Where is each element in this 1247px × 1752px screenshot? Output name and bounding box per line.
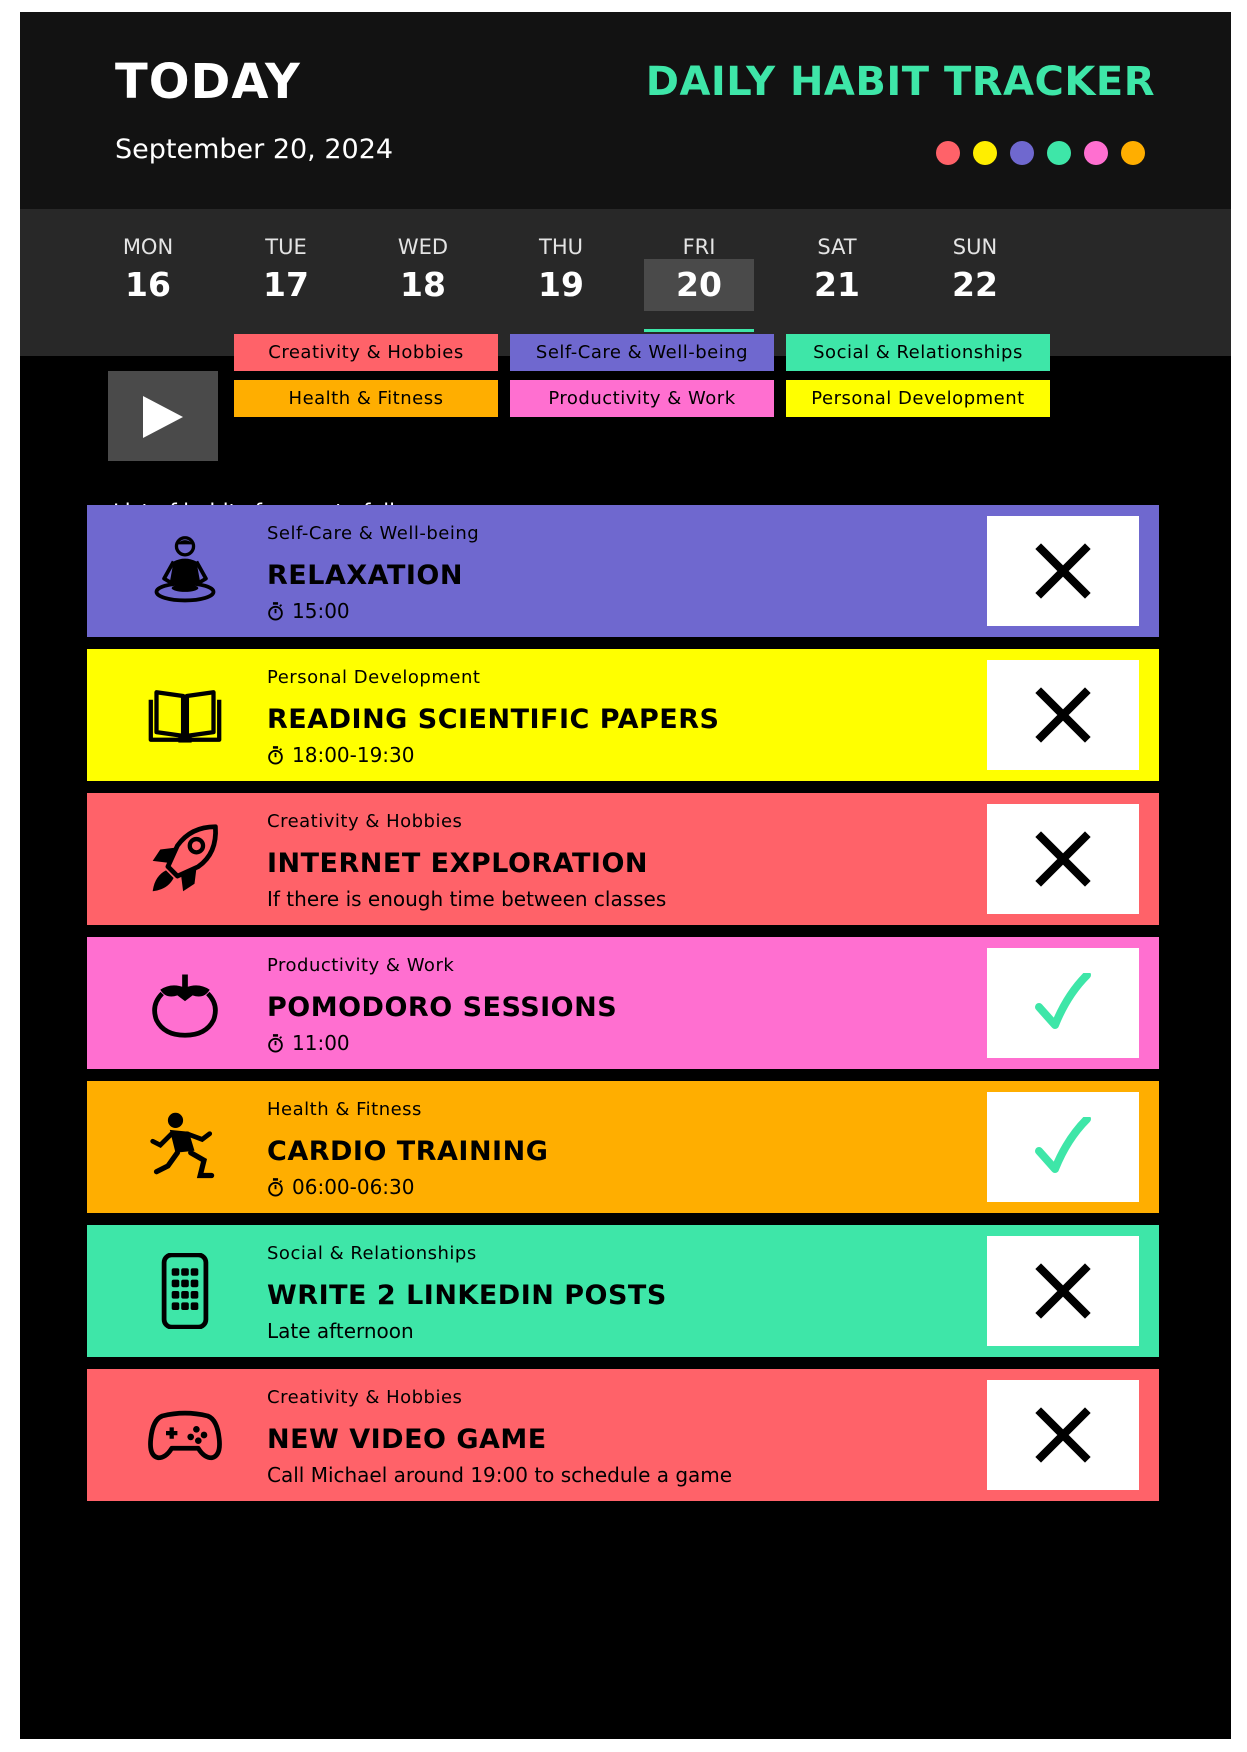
category-tag-health-and-fitness[interactable]: Health & Fitness: [234, 380, 498, 417]
stopwatch-icon: [267, 1034, 284, 1053]
day-name: THU: [539, 235, 583, 259]
day-name: TUE: [265, 235, 307, 259]
selected-day-indicator: [644, 329, 754, 332]
day-number: 19: [538, 265, 584, 304]
app-title: DAILY HABIT TRACKER: [645, 59, 1155, 105]
cross-icon: [1033, 829, 1093, 889]
habit-detail-text: 18:00-19:30: [292, 743, 415, 767]
habit-detail-text: Late afternoon: [267, 1319, 414, 1343]
day-number: 20: [644, 259, 754, 311]
habit-detail: [267, 1319, 414, 1343]
habit-detail: [267, 1031, 350, 1055]
check-icon: [1033, 973, 1093, 1033]
category-tag-social-and-relationships[interactable]: Social & Relationships: [786, 334, 1050, 371]
day-number: 17: [263, 265, 309, 304]
habit-detail-text: 06:00-06:30: [292, 1175, 415, 1199]
phone-keypad-icon: [147, 1253, 223, 1329]
habit-title: NEW VIDEO GAME: [267, 1424, 547, 1455]
habit-category: Creativity & Hobbies: [267, 1387, 463, 1408]
habit-detail: [267, 1463, 732, 1487]
habit-not-done-toggle[interactable]: [987, 804, 1139, 914]
category-tag-personal-development[interactable]: Personal Development: [786, 380, 1050, 417]
habit-detail: [267, 743, 415, 767]
habit-title: READING SCIENTIFIC PAPERS: [267, 704, 720, 735]
palette-dot: [1121, 141, 1145, 165]
tomato-icon: [147, 965, 223, 1041]
header: [20, 12, 1231, 209]
habit-title: POMODORO SESSIONS: [267, 992, 618, 1023]
habit-category: Health & Fitness: [267, 1099, 422, 1120]
day-name: WED: [397, 235, 449, 259]
color-palette-dots: [936, 141, 1145, 165]
palette-dot: [1047, 141, 1071, 165]
habit-tracker-page: [20, 12, 1231, 1739]
palette-dot: [1010, 141, 1034, 165]
gamepad-icon: [147, 1397, 223, 1473]
habit-card: [87, 505, 1159, 637]
habit-done-toggle[interactable]: [987, 1092, 1139, 1202]
day-number: 18: [400, 265, 446, 304]
palette-dot: [973, 141, 997, 165]
habit-detail: [267, 887, 666, 911]
cross-icon: [1033, 685, 1093, 745]
stopwatch-icon: [267, 1178, 284, 1197]
day-number: 21: [814, 265, 860, 304]
current-date: September 20, 2024: [115, 134, 394, 165]
habit-done-toggle[interactable]: [987, 948, 1139, 1058]
habit-title: WRITE 2 LINKEDIN POSTS: [267, 1280, 667, 1311]
stopwatch-icon: [267, 602, 284, 621]
habit-detail-text: 15:00: [292, 599, 350, 623]
day-name: MON: [122, 235, 174, 259]
habit-detail-text: Call Michael around 19:00 to schedule a game: [267, 1463, 733, 1487]
palette-dot: [936, 141, 960, 165]
palette-dot: [1084, 141, 1108, 165]
cross-icon: [1033, 541, 1093, 601]
day-name: FRI: [682, 235, 716, 259]
check-icon: [1033, 1117, 1093, 1177]
runner-icon: [147, 1109, 223, 1185]
cross-icon: [1033, 1405, 1093, 1465]
habit-not-done-toggle[interactable]: [987, 1380, 1139, 1490]
habit-detail: [267, 599, 350, 623]
day-number: 16: [125, 265, 171, 304]
habit-card: [87, 1081, 1159, 1213]
habit-category: Creativity & Hobbies: [267, 811, 463, 832]
habit-not-done-toggle[interactable]: [987, 660, 1139, 770]
rocket-icon: [147, 821, 223, 897]
category-tag-self-care-and-well-being[interactable]: Self-Care & Well-being: [510, 334, 774, 371]
play-icon: [143, 396, 183, 438]
page-title: TODAY: [115, 54, 301, 110]
habit-detail: [267, 1175, 415, 1199]
day-mon[interactable]: [93, 209, 203, 356]
day-number: 22: [952, 265, 998, 304]
habit-card: [87, 937, 1159, 1069]
habit-category: Social & Relationships: [267, 1243, 477, 1264]
stopwatch-icon: [267, 746, 284, 765]
habit-card: [87, 1369, 1159, 1501]
habit-detail-text: If there is enough time between classes: [267, 887, 667, 911]
category-tag-productivity-and-work[interactable]: Productivity & Work: [510, 380, 774, 417]
habit-detail-text: 11:00: [292, 1031, 350, 1055]
habit-category: Self-Care & Well-being: [267, 523, 480, 544]
play-button[interactable]: [108, 371, 218, 461]
habit-category: Personal Development: [267, 667, 481, 688]
category-tag-creativity-and-hobbies[interactable]: Creativity & Hobbies: [234, 334, 498, 371]
day-name: SUN: [952, 235, 998, 259]
habit-category: Productivity & Work: [267, 955, 455, 976]
book-icon: [147, 677, 223, 753]
habit-card: [87, 793, 1159, 925]
habit-not-done-toggle[interactable]: [987, 1236, 1139, 1346]
day-name: SAT: [817, 235, 857, 259]
habit-not-done-toggle[interactable]: [987, 516, 1139, 626]
habit-card: [87, 649, 1159, 781]
habit-title: RELAXATION: [267, 560, 463, 591]
habit-card: [87, 1225, 1159, 1357]
meditation-icon: [147, 533, 223, 609]
habit-title: INTERNET EXPLORATION: [267, 848, 648, 879]
cross-icon: [1033, 1261, 1093, 1321]
habit-title: CARDIO TRAINING: [267, 1136, 549, 1167]
